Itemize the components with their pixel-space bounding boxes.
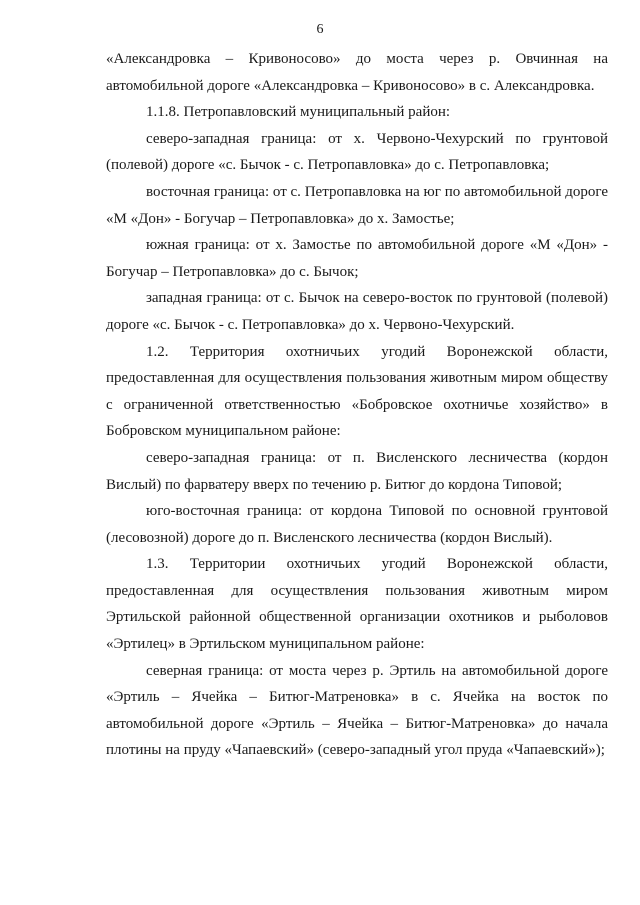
paragraph-northwest-border-petropavlovsk: северо-западная граница: от х. Червоно-Чехурский по грунтовой (полевой) дороге «с. Бычок - с. Петропавловка» до с. Петропавловка; [106,130,608,174]
paragraph-southeast-border-bobrov: юго-восточная граница: от кордона Типовой по основной грунтовой (лесовозной) дороге до п. Висленского лесничества (кордон Вислый). [106,503,608,546]
paragraph-south-border-petropavlovsk: южная граница: от х. Замостье по автомобильной дороге «М «Дон» - Богучар – Петропавловка» до с. Бычок; [106,237,608,280]
paragraph-east-border-petropavlovsk: восточная граница: от с. Петропавловка на юг по автомобильной дороге «М «Дон» - Богучар – Петропавловка» до х. Замостье; [106,183,608,227]
paragraph-continuation: «Александровка – Кривоносово» до моста через р. Овчинная на автомобильной дороге «Александровка – Кривоносово» в с. Александровка. [106,51,608,94]
document-body [106,46,608,764]
paragraph-northwest-border-bobrov: северо-западная граница: от п. Висленского лесничества (кордон Вислый) по фарватеру вверх по течению р. Битюг до кордона Типовой; [106,449,608,493]
paragraph-west-border-petropavlovsk: западная граница: от с. Бычок на северо-восток по грунтовой (полевой) дороге «с. Бычок - с. Петропавловка» до х. Червоно-Чехурский. [106,290,608,333]
page-number: 6 [316,22,324,37]
section-1-3: 1.3. Территории охотничьих угодий Воронежской области, предоставленная для осуществления пользования животным миром Эртильской районной общественной организации охотников и рыболовов «Эртилец» в Эртильском муниципальном районе: [106,556,608,653]
section-1-2: 1.2. Территория охотничьих угодий Воронежской области, предоставленная для осуществления пользования животным миром обществу с ограниченной ответственностью «Бобровское охотничье хозяйство» в Бобровском муниципальном районе: [106,343,608,440]
section-heading-1-1-8: 1.1.8. Петропавловский муниципальный район: [146,104,451,121]
paragraph-north-border-ertil: северная граница: от моста через р. Эртиль на автомобильной дороге «Эртиль – Ячейка – Битюг-Матреновка» в с. Ячейка на восток по автомобильной дороге «Эртиль – Ячейка – Битюг-Матреновка» до начала плотины на пруду «Чапаевский» (северо-западный угол пруда «Чапаевский»); [106,662,608,759]
